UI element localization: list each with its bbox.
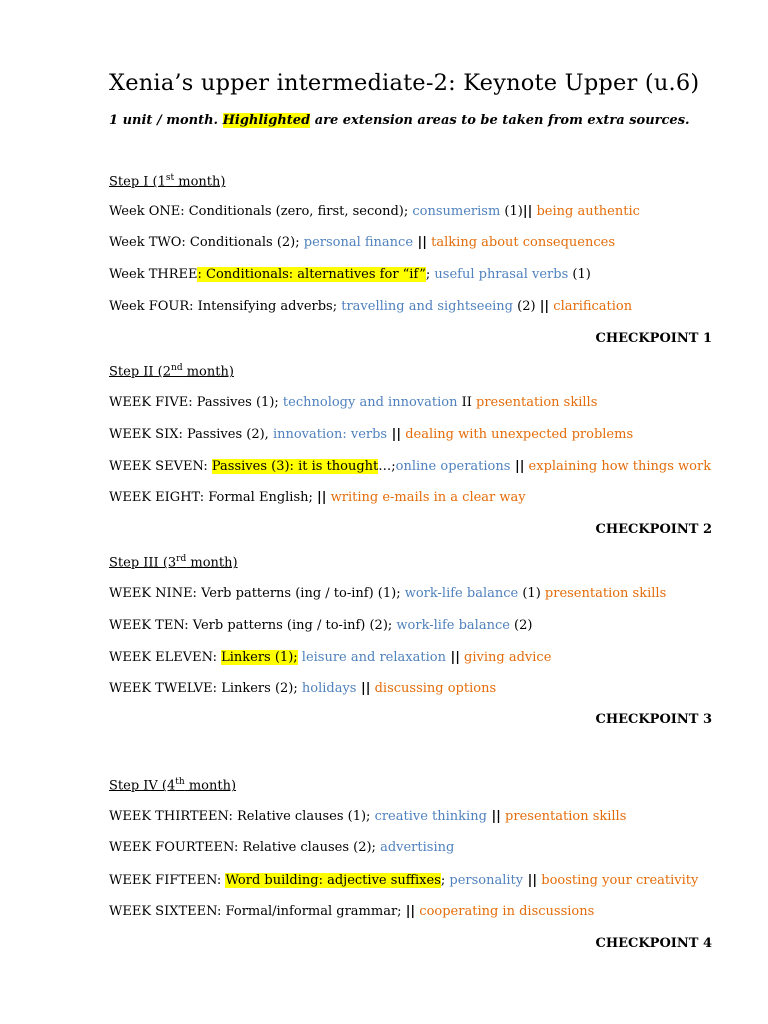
week-one-line bbox=[109, 204, 640, 219]
step-text: month) bbox=[184, 778, 237, 794]
step-text: Step IV (4 bbox=[109, 778, 176, 794]
checkpoint-2: CHECKPOINT 2 bbox=[595, 522, 712, 537]
grammar-text: Week THREE bbox=[109, 267, 198, 282]
grammar-text: WEEK NINE: Verb patterns (ing / to-inf) (1); bbox=[109, 586, 405, 601]
step-text: month) bbox=[186, 555, 238, 571]
unit-text: (1) bbox=[518, 586, 545, 601]
skill-text: presentation skills bbox=[544, 586, 667, 601]
vocabulary-text: personal finance bbox=[303, 235, 414, 250]
step-heading-3 bbox=[109, 554, 238, 570]
week-ten-line bbox=[109, 618, 532, 633]
step-text: Step II (2 bbox=[109, 364, 172, 380]
separator: || bbox=[539, 299, 550, 314]
grammar-text: WEEK SIXTEEN: Formal/informal grammar; bbox=[109, 904, 406, 919]
week-thirteen-line bbox=[109, 809, 626, 824]
punctuation: ; bbox=[440, 873, 450, 888]
extension-highlight: : Conditionals: alternatives for “if” bbox=[197, 267, 426, 282]
week-sixteen-line bbox=[109, 904, 594, 919]
separator: || bbox=[413, 235, 428, 250]
punctuation: ; bbox=[425, 267, 435, 282]
extension-highlight: Passives (3): it is thought bbox=[211, 459, 379, 474]
skill-text: being authentic bbox=[532, 204, 640, 219]
grammar-text: WEEK SEVEN: bbox=[109, 459, 212, 474]
skill-text: presentation skills bbox=[500, 809, 627, 824]
punctuation: …; bbox=[378, 459, 396, 474]
grammar-text: WEEK FIVE: Passives (1); bbox=[109, 395, 283, 410]
step-sup: nd bbox=[171, 363, 183, 373]
grammar-text: WEEK FOURTEEN: Relative clauses (2); bbox=[109, 840, 381, 855]
vocabulary-text: holidays bbox=[301, 681, 357, 696]
step-sup: st bbox=[165, 173, 175, 183]
week-fourteen-line bbox=[109, 840, 454, 855]
skill-text: writing e-mails in a clear way bbox=[326, 490, 526, 505]
separator: || bbox=[317, 490, 327, 505]
skill-text: dealing with unexpected problems bbox=[401, 427, 634, 442]
skill-text: explaining how things work bbox=[524, 459, 712, 474]
grammar-text: Week TWO: Conditionals (2); bbox=[109, 235, 304, 250]
vocabulary-text: work-life balance bbox=[404, 586, 519, 601]
checkpoint-3: CHECKPOINT 3 bbox=[595, 712, 712, 727]
document-subtitle bbox=[109, 113, 690, 128]
vocabulary-text: innovation: verbs bbox=[272, 427, 388, 442]
grammar-text: Week FOUR: Intensifying adverbs; bbox=[109, 299, 342, 314]
separator: II bbox=[457, 395, 477, 410]
step-text: Step III (3 bbox=[109, 555, 177, 571]
week-twelve-line bbox=[109, 681, 496, 696]
grammar-text: WEEK TWELVE: Linkers (2); bbox=[109, 681, 302, 696]
step-heading-1 bbox=[109, 173, 225, 189]
separator: || bbox=[523, 873, 538, 888]
extension-highlight: Word building: adjective suffixes bbox=[225, 873, 441, 888]
vocabulary-text: personality bbox=[449, 873, 524, 888]
grammar-text: WEEK EIGHT: Formal English; bbox=[109, 490, 318, 505]
week-six-line bbox=[109, 427, 633, 442]
grammar-text: WEEK THIRTEEN: Relative clauses (1); bbox=[109, 809, 375, 824]
separator: || bbox=[356, 681, 371, 696]
skill-text: talking about consequences bbox=[427, 235, 616, 250]
skill-text: presentation skills bbox=[476, 395, 598, 410]
separator: || bbox=[510, 459, 525, 474]
grammar-text: WEEK ELEVEN: bbox=[109, 650, 222, 665]
week-five-line bbox=[109, 395, 597, 410]
unit-text: (2) bbox=[513, 299, 540, 314]
skill-text: clarification bbox=[549, 299, 633, 314]
step-heading-4 bbox=[109, 777, 236, 793]
week-eight-line bbox=[109, 490, 526, 505]
subtitle-lead: 1 unit / month. bbox=[109, 113, 219, 128]
step-heading-2 bbox=[109, 363, 234, 379]
unit-text: (2) bbox=[509, 618, 533, 633]
subtitle-highlight: Highlighted bbox=[222, 113, 311, 128]
week-two-line bbox=[109, 235, 615, 250]
unit-text: (1) bbox=[500, 204, 523, 219]
checkpoint-1: CHECKPOINT 1 bbox=[595, 331, 712, 346]
grammar-text: Week ONE: Conditionals (zero, first, second); bbox=[109, 204, 413, 219]
separator: || bbox=[486, 809, 501, 824]
grammar-text: WEEK SIX: Passives (2), bbox=[109, 427, 273, 442]
vocabulary-text: travelling and sightseeing bbox=[341, 299, 513, 314]
week-eleven-line bbox=[109, 650, 551, 665]
unit-text: (1) bbox=[568, 267, 591, 282]
separator: || bbox=[522, 204, 533, 219]
step-sup: th bbox=[175, 777, 185, 787]
vocabulary-text: work-life balance bbox=[396, 618, 510, 633]
vocabulary-text: online operations bbox=[395, 459, 511, 474]
subtitle-rest: are extension areas to be taken from extra sources. bbox=[314, 113, 690, 128]
week-nine-line bbox=[109, 586, 666, 601]
document-title: Xenia’s upper intermediate-2: Keynote Upper (u.6) bbox=[109, 70, 700, 96]
vocabulary-text: useful phrasal verbs bbox=[434, 267, 569, 282]
separator: || bbox=[445, 650, 460, 665]
step-text: month) bbox=[182, 364, 234, 380]
week-fifteen-line bbox=[109, 873, 698, 888]
week-three-line bbox=[109, 267, 591, 282]
step-text: month) bbox=[174, 174, 226, 190]
grammar-text: WEEK TEN: Verb patterns (ing / to-inf) (2); bbox=[109, 618, 397, 633]
vocabulary-text: leisure and relaxation bbox=[297, 650, 446, 665]
week-seven-line bbox=[109, 459, 711, 474]
skill-text: cooperating in discussions bbox=[415, 904, 595, 919]
skill-text: giving advice bbox=[459, 650, 552, 665]
step-text: Step I (1 bbox=[109, 174, 166, 190]
vocabulary-text: advertising bbox=[380, 840, 455, 855]
separator: || bbox=[405, 904, 416, 919]
separator: || bbox=[387, 427, 402, 442]
checkpoint-4: CHECKPOINT 4 bbox=[595, 936, 712, 951]
vocabulary-text: consumerism bbox=[412, 204, 501, 219]
skill-text: boosting your creativity bbox=[537, 873, 699, 888]
step-sup: rd bbox=[176, 554, 187, 564]
extension-highlight: Linkers (1); bbox=[221, 650, 298, 665]
vocabulary-text: creative thinking bbox=[374, 809, 487, 824]
skill-text: discussing options bbox=[370, 681, 497, 696]
grammar-text: WEEK FIFTEEN: bbox=[109, 873, 226, 888]
week-four-line bbox=[109, 299, 632, 314]
vocabulary-text: technology and innovation bbox=[282, 395, 458, 410]
